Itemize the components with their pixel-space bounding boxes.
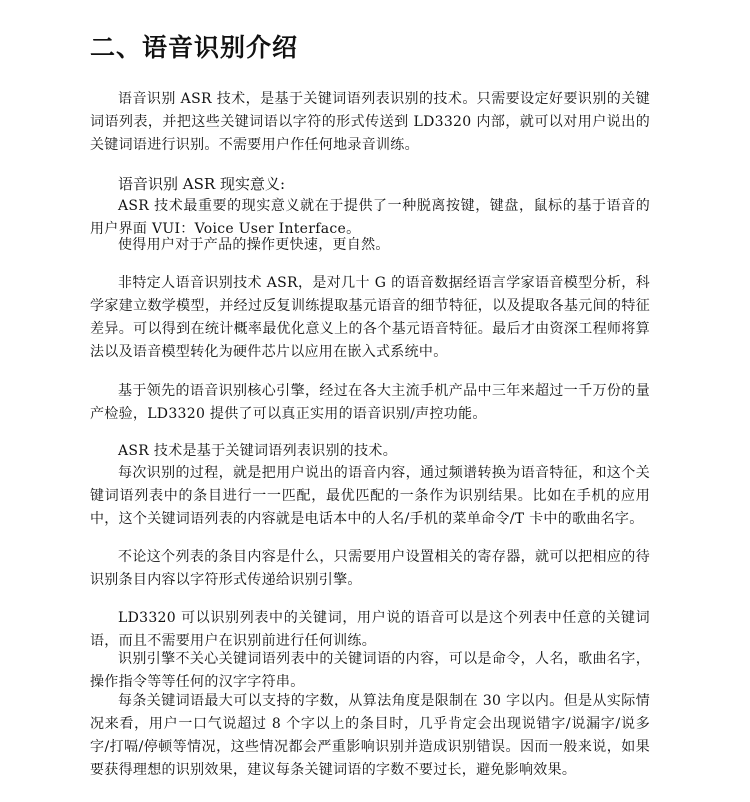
paragraph-any-keyword: LD3320 可以识别列表中的关键词，用户说的语音可以是这个列表中任意的关键词语，而且不需要用户在识别前进行任何训练。 (90, 610, 650, 649)
paragraph-max-length: 每条关键词语最大可以支持的字数，从算法角度是限制在 30 字以内。但是从实际情况来看，用户一口气说超过 8 个字以上的条目时，几乎肯定会出现说错字/说漏字/说多字/打嗝/停顿等情况，这些情况都会严重影响识别并造成识别错误。因而一般来说，如果要获得理想的识别效果，建议每条关键词语的字数不要过长，避免影响效果。 (90, 693, 650, 778)
section-title: 二、语音识别介绍 (90, 33, 299, 62)
paragraph-keyword-list: ASR 技术是基于关键词语列表识别的技术。 (118, 443, 397, 459)
paragraph-core-engine: 基于领先的语音识别核心引擎，经过在各大主流手机产品中三年来超过一千万份的量产检验，LD3320 提供了可以真正实用的语音识别/声控功能。 (90, 383, 650, 422)
paragraph-vui: ASR 技术最重要的现实意义就在于提供了一种脱离按键，键盘，鼠标的基于语音的用户界面 VUI：Voice User Interface。 (90, 198, 650, 237)
intro-paragraph: 语音识别 ASR 技术，是基于关键词语列表识别的技术。只需要设定好要识别的关键词语列表，并把这些关键词语以字符的形式传送到 LD3320 内部，就可以对用户说出的关键词语进行识别。不需要用户作任何地录音训练。 (90, 91, 650, 153)
subheading-asr-significance: 语音识别 ASR 现实意义: (118, 175, 285, 193)
paragraph-faster-natural: 使得用户对于产品的操作更快速，更自然。 (118, 237, 390, 253)
paragraph-speaker-independent: 非特定人语音识别技术 ASR，是对几十 G 的语音数据经语言学家语音模型分析，科学家建立数学模型，并经过反复训练提取基元语音的细节特征，以及提取各基元间的特征差异。可以得到在统计概率最优化意义上的各个基元语音特征。最后才由资深工程师将算法以及语音模型转化为硬件芯片以应用在嵌入式系统中。 (90, 275, 650, 360)
paragraph-engine-content: 识别引擎不关心关键词语列表中的关键词语的内容，可以是命令，人名，歌曲名字，操作指令等等任何的汉字字符串。 (90, 651, 650, 690)
paragraph-register-settings: 不论这个列表的条目内容是什么，只需要用户设置相关的寄存器，就可以把相应的待识别条目内容以字符形式传递给识别引擎。 (90, 549, 650, 588)
paragraph-recognition-process: 每次识别的过程，就是把用户说出的语音内容，通过频谱转换为语音特征，和这个关键词语列表中的条目进行一一匹配，最优匹配的一条作为识别结果。比如在手机的应用中，这个关键词语列表的内容就是电话本中的人名/手机的菜单命令/T 卡中的歌曲名字。 (90, 465, 650, 527)
